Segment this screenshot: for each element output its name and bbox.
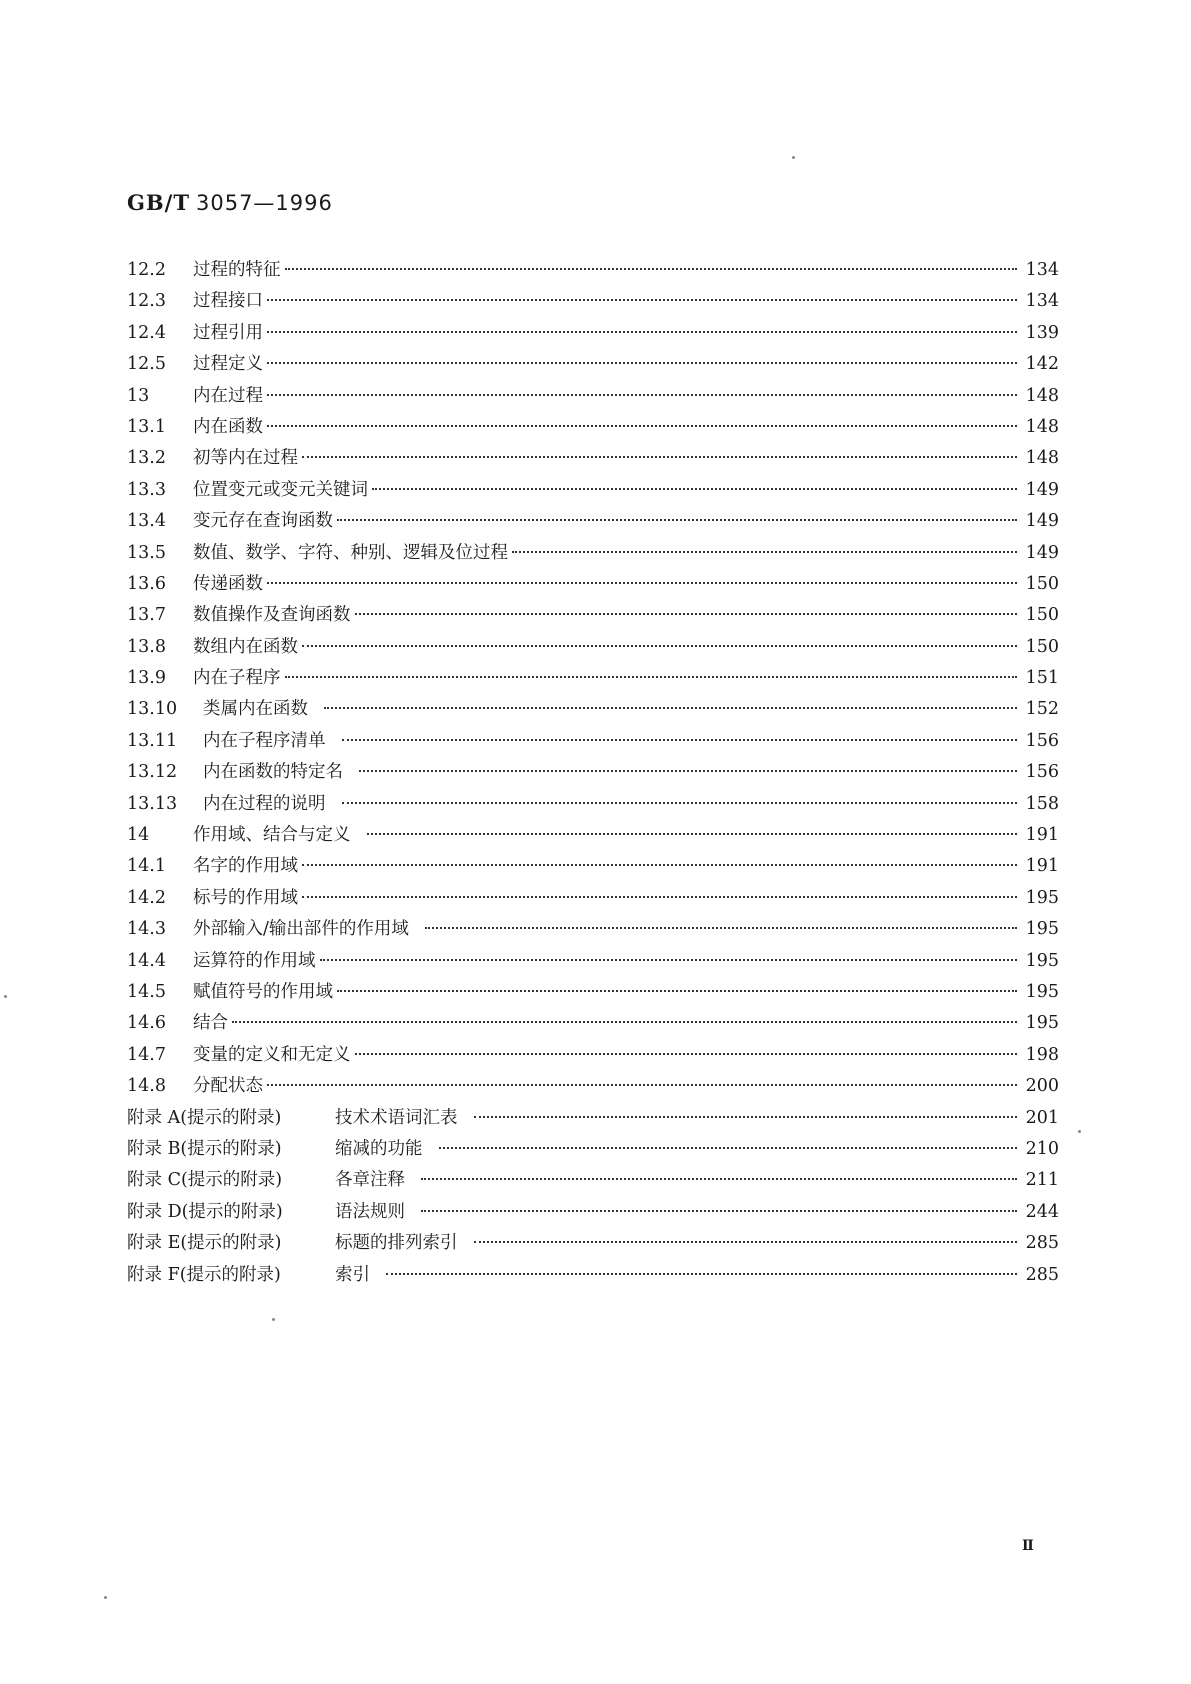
toc-dot-leader: [421, 1210, 1017, 1212]
toc-entry[interactable]: [127, 1072, 1059, 1103]
toc-dot-leader: [267, 331, 1017, 333]
toc-dot-leader: [367, 833, 1018, 835]
toc-dot-leader: [439, 1147, 1018, 1149]
toc-entry-number: 附录 D(提示的附录): [127, 1201, 283, 1222]
toc-entry-number: 13.10: [127, 699, 178, 720]
toc-entry[interactable]: [127, 695, 1059, 726]
toc-entry-page: 148: [1025, 416, 1059, 437]
toc-entry-page: 200: [1025, 1076, 1059, 1097]
scan-speck: [4, 995, 7, 998]
toc-dot-leader: [342, 739, 1018, 741]
toc-entry-number: 14.8: [127, 1076, 166, 1097]
toc-entry[interactable]: [127, 256, 1059, 287]
toc-dot-leader: [372, 488, 1017, 490]
toc-entry-number: 13.3: [127, 479, 166, 500]
toc-entry-number: 附录 B(提示的附录): [127, 1138, 282, 1159]
toc-entry-number: 13.8: [127, 636, 166, 657]
toc-entry-number: 13.11: [127, 730, 178, 751]
toc-entry-page: 149: [1025, 479, 1059, 500]
toc-entry[interactable]: [127, 1009, 1059, 1040]
toc-entry[interactable]: [127, 444, 1059, 475]
toc-entry-page: 148: [1025, 448, 1059, 469]
toc-entry-page: 244: [1025, 1201, 1059, 1222]
toc-entry-page: 151: [1025, 668, 1059, 689]
toc-dot-leader: [474, 1116, 1018, 1118]
toc-entry-page: 195: [1025, 919, 1059, 940]
toc-entry-number: 附录 F(提示的附录): [127, 1264, 281, 1285]
toc-entry[interactable]: [127, 476, 1059, 507]
toc-dot-leader: [421, 1178, 1017, 1180]
toc-entry-number: 13.13: [127, 793, 178, 814]
toc-entry[interactable]: [127, 633, 1059, 664]
toc-entry-title: 内在函数的特定名: [203, 762, 343, 783]
toc-entry[interactable]: [127, 1104, 1059, 1135]
toc-entry[interactable]: [127, 1198, 1059, 1229]
toc-entry-number: 12.5: [127, 354, 166, 375]
toc-entry[interactable]: [127, 915, 1059, 946]
toc-dot-leader: [342, 802, 1018, 804]
toc-entry-number: 14.1: [127, 856, 166, 877]
toc-entry-title: 数组内在函数: [193, 636, 298, 657]
toc-entry-number: 13.6: [127, 573, 166, 594]
toc-entry[interactable]: [127, 287, 1059, 318]
standard-code: GB/T: [127, 190, 190, 215]
toc-entry-page: 156: [1025, 762, 1059, 783]
toc-entry-title: 标题的排列索引: [335, 1233, 458, 1254]
toc-entry-title: 内在过程的说明: [203, 793, 326, 814]
toc-entry[interactable]: [127, 790, 1059, 821]
toc-dot-leader: [302, 864, 1017, 866]
toc-entry-title: 结合: [193, 1013, 228, 1034]
toc-dot-leader: [320, 959, 1018, 961]
toc-entry-number: 14.2: [127, 887, 166, 908]
toc-entry-title: 技术术语词汇表: [335, 1107, 458, 1128]
toc-entry-title: 内在过程: [193, 385, 263, 406]
toc-entry-number: 12.4: [127, 322, 166, 343]
toc-entry[interactable]: [127, 1041, 1059, 1072]
toc-dot-leader: [267, 299, 1017, 301]
toc-entry-number: 13.5: [127, 542, 166, 563]
toc-entry-title: 标号的作用域: [193, 887, 298, 908]
toc-dot-leader: [337, 990, 1017, 992]
toc-dot-leader: [285, 268, 1018, 270]
toc-entry-page: 201: [1025, 1107, 1059, 1128]
toc-entry[interactable]: [127, 821, 1059, 852]
toc-entry[interactable]: [127, 978, 1059, 1009]
toc-entry-page: 198: [1025, 1044, 1059, 1065]
toc-dot-leader: [267, 362, 1017, 364]
toc-dot-leader: [302, 896, 1017, 898]
toc-entry-page: 134: [1025, 291, 1059, 312]
toc-dot-leader: [302, 456, 1017, 458]
toc-entry-page: 134: [1025, 260, 1059, 280]
toc-entry-number: 13.2: [127, 448, 166, 469]
toc-entry-title: 运算符的作用域: [193, 950, 316, 971]
toc-entry-title: 过程引用: [193, 322, 263, 343]
toc-entry-title: 各章注释: [335, 1170, 405, 1191]
toc-entry[interactable]: [127, 1166, 1059, 1197]
toc-entry[interactable]: [127, 350, 1059, 381]
page-folio: Ⅱ: [1022, 1538, 1034, 1554]
toc-entry[interactable]: [127, 852, 1059, 883]
toc-entry-title: 过程的特征: [193, 260, 281, 280]
toc-entry[interactable]: [127, 507, 1059, 538]
toc-entry-title: 内在函数: [193, 416, 263, 437]
toc-dot-leader: [267, 425, 1017, 427]
toc-entry-title: 内在子程序: [193, 668, 281, 689]
toc-entry-page: 195: [1025, 1013, 1059, 1034]
toc-entry-page: 191: [1025, 856, 1059, 877]
toc-entry-number: 13.1: [127, 416, 166, 437]
toc-entry[interactable]: [127, 382, 1059, 413]
toc-entry-title: 过程定义: [193, 354, 263, 375]
toc-entry-title: 赋值符号的作用域: [193, 981, 333, 1002]
toc-entry-page: 148: [1025, 385, 1059, 406]
toc-entry-title: 位置变元或变元关键词: [193, 479, 368, 500]
toc-entry[interactable]: [127, 1229, 1059, 1260]
toc-entry-title: 索引: [335, 1264, 370, 1285]
toc-dot-leader: [355, 613, 1018, 615]
standard-header: [127, 190, 333, 215]
toc-entry-number: 14.5: [127, 981, 166, 1002]
toc-entry[interactable]: [127, 601, 1059, 632]
toc-entry[interactable]: [127, 884, 1059, 915]
toc-entry-page: 139: [1025, 322, 1059, 343]
toc-entry-number: 附录 C(提示的附录): [127, 1170, 283, 1191]
toc-entry-title: 语法规则: [335, 1201, 405, 1222]
toc-dot-leader: [359, 770, 1017, 772]
toc-dot-leader: [285, 676, 1018, 678]
scan-speck: [104, 1596, 107, 1599]
toc-entry-number: 14.7: [127, 1044, 166, 1065]
table-of-contents: [127, 256, 1059, 1292]
toc-entry-title: 类属内在函数: [203, 699, 308, 720]
toc-entry-page: 211: [1025, 1170, 1059, 1191]
toc-entry-number: 附录 A(提示的附录): [127, 1107, 282, 1128]
toc-entry-title: 内在子程序清单: [203, 730, 326, 751]
toc-entry-title: 分配状态: [193, 1076, 263, 1097]
toc-entry-page: 210: [1025, 1138, 1059, 1159]
toc-entry-page: 150: [1025, 636, 1059, 657]
toc-entry-title: 数值、数学、字符、种别、逻辑及位过程: [193, 542, 508, 563]
toc-entry-title: 作用域、结合与定义: [193, 825, 351, 846]
toc-entry-page: 158: [1025, 793, 1059, 814]
toc-entry[interactable]: [127, 570, 1059, 601]
toc-entry-page: 191: [1025, 825, 1059, 846]
toc-entry-title: 变元存在查询函数: [193, 511, 333, 532]
toc-entry[interactable]: [127, 758, 1059, 789]
toc-entry-number: 14.4: [127, 950, 166, 971]
toc-entry[interactable]: [127, 539, 1059, 570]
toc-entry-page: 285: [1025, 1233, 1059, 1254]
toc-entry[interactable]: [127, 319, 1059, 350]
toc-entry-number: 13.9: [127, 668, 166, 689]
toc-entry-number: 14.6: [127, 1013, 166, 1034]
toc-dot-leader: [324, 707, 1017, 709]
toc-entry-page: 142: [1025, 354, 1059, 375]
toc-entry-title: 缩减的功能: [335, 1138, 423, 1159]
toc-entry-number: 13.7: [127, 605, 166, 626]
toc-entry-title: 名字的作用域: [193, 856, 298, 877]
toc-entry-number: 13: [127, 385, 150, 406]
toc-entry-number: 13.4: [127, 511, 166, 532]
scan-speck: [792, 156, 795, 159]
toc-dot-leader: [337, 519, 1017, 521]
toc-entry-page: 150: [1025, 573, 1059, 594]
toc-entry[interactable]: [127, 413, 1059, 444]
toc-entry-page: 195: [1025, 981, 1059, 1002]
scan-speck: [272, 1318, 275, 1321]
toc-entry[interactable]: [127, 664, 1059, 695]
toc-entry-number: 13.12: [127, 762, 178, 783]
toc-entry-page: 149: [1025, 542, 1059, 563]
toc-entry-title: 初等内在过程: [193, 448, 298, 469]
toc-dot-leader: [232, 1021, 1017, 1023]
toc-entry[interactable]: [127, 1135, 1059, 1166]
toc-entry-page: 149: [1025, 511, 1059, 532]
toc-dot-leader: [355, 1053, 1018, 1055]
toc-dot-leader: [302, 645, 1017, 647]
toc-entry-number: 附录 E(提示的附录): [127, 1233, 282, 1254]
toc-entry-page: 156: [1025, 730, 1059, 751]
toc-dot-leader: [267, 394, 1017, 396]
toc-entry-number: 12.2: [127, 260, 166, 280]
toc-entry[interactable]: [127, 1261, 1059, 1292]
toc-dot-leader: [386, 1273, 1017, 1275]
toc-entry-number: 14: [127, 825, 150, 846]
toc-entry[interactable]: [127, 727, 1059, 758]
toc-entry-page: 285: [1025, 1264, 1059, 1285]
toc-entry-number: 12.3: [127, 291, 166, 312]
standard-number: 3057—1996: [195, 191, 333, 215]
toc-entry[interactable]: [127, 947, 1059, 978]
toc-dot-leader: [267, 1084, 1017, 1086]
scan-speck: [1078, 1130, 1081, 1133]
toc-dot-leader: [474, 1241, 1018, 1243]
toc-entry-page: 195: [1025, 950, 1059, 971]
toc-entry-title: 外部输入/输出部件的作用域: [193, 919, 409, 940]
toc-entry-title: 传递函数: [193, 573, 263, 594]
toc-entry-page: 150: [1025, 605, 1059, 626]
toc-entry-title: 变量的定义和无定义: [193, 1044, 351, 1065]
toc-entry-title: 数值操作及查询函数: [193, 605, 351, 626]
toc-entry-page: 195: [1025, 887, 1059, 908]
toc-dot-leader: [512, 551, 1017, 553]
toc-entry-page: 152: [1025, 699, 1059, 720]
toc-entry-title: 过程接口: [193, 291, 263, 312]
toc-dot-leader: [267, 582, 1017, 584]
toc-dot-leader: [425, 927, 1017, 929]
toc-entry-number: 14.3: [127, 919, 166, 940]
